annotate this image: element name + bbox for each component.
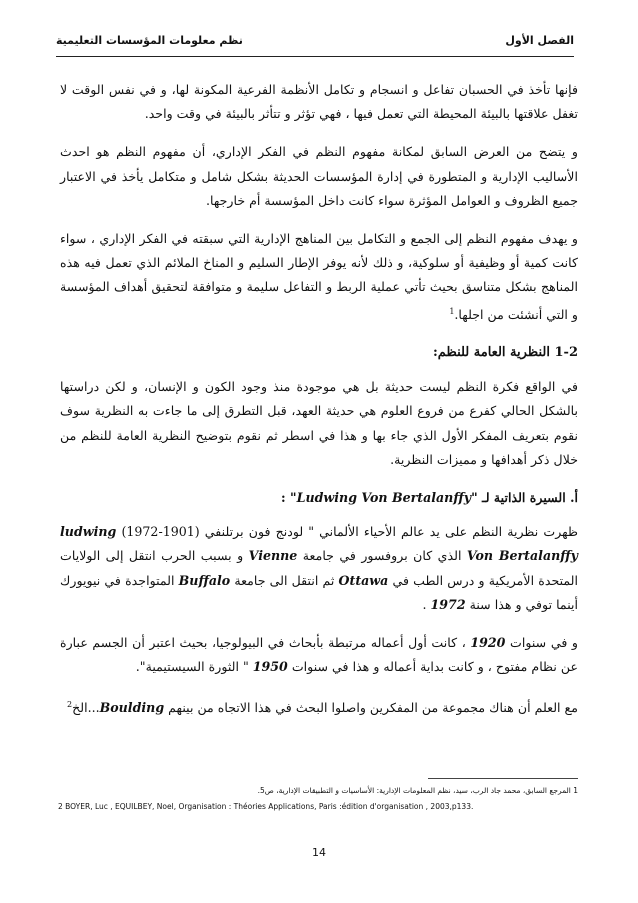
header-rule [56, 56, 574, 57]
paragraph-6 [60, 631, 578, 679]
p5-text-6: المتواجدة في نيويورك أينما توفي و هذا سنة [60, 572, 578, 612]
subheading-a-suffix: " : [281, 490, 297, 506]
p5-latin-5: Buffalo [178, 572, 231, 588]
paragraph-7 [60, 693, 578, 720]
paragraph-5 [60, 520, 578, 617]
p5-text-1: ظهرت نظرية النظم على يد عالم الأحياء الألماني " لودنج فون برتلنفي (1901-1972) [116, 524, 578, 540]
page-header [56, 34, 574, 50]
p6-text-3: " الثورة السيستيمية". [135, 659, 253, 675]
document-body [60, 78, 578, 735]
p5-text-4: و بسبب الحرب انتقل إلى الولايات المتحدة الأمريكية و درس الطب في [60, 548, 578, 588]
p7-latin: Boulding [99, 700, 165, 716]
p7-text-1: مع العلم أن هناك مجموعة من المفكرين واصلوا البحث في هذا الاتجاه من بينهم [164, 700, 578, 716]
p5-text-5: ثم انتقل الى جامعة [230, 572, 339, 588]
book-title: نظم معلومات المؤسسات التعليمية [56, 34, 243, 47]
p6-year-2: 1950 [252, 659, 288, 675]
subheading-a [60, 486, 578, 510]
paragraph-3-text: و يهدف مفهوم النظم إلى الجمع و التكامل بين المناهج الإدارية التي سبقته في الفكر الإداري ، سواء كانت كمية أو وظيفية أو سلوكية، و ذلك لأنه يوفر الإطار السليم و المناخ الملائم الذي تعمل فيه هذه المناهج بشكل متناسق بحيث تأتي عملية الربط و التفاعل سليمة و متوافقة لتحقيق أهداف المؤسسة و التي أنشئت من اجلها. [60, 231, 578, 322]
p5-text-3: الذي كان بروفسور في جامعة [297, 548, 467, 564]
p7-text-2: ...الخ [72, 700, 100, 716]
p6-year-1: 1920 [470, 635, 506, 651]
footnote-ref-1: 1 [449, 306, 455, 316]
paragraph-2: و يتضح من العرض السابق لمكانة مفهوم النظم في الفكر الإداري، أن مفهوم النظم هو احدث الأساليب الإدارية و المتطورة في إدارة المؤسسات الحديثة بشكل شامل و متكامل يأخذ في الاعتبار جميع الظروف و العوامل المؤثرة سواء كانت داخل المؤسسة أم خارجها. [60, 144, 578, 208]
p5-latin-3: Vienne [248, 548, 298, 564]
section-heading: 1-2 النظرية العامة للنظم: [432, 345, 578, 361]
chapter-title: الفصل الأول [505, 34, 574, 47]
p5-latin-2: Von Bertalanffy [466, 548, 578, 564]
page-number: 14 [312, 846, 326, 859]
p5-latin-4: Ottawa [338, 572, 389, 588]
p5-year: 1972 [430, 596, 466, 612]
p5-latin-1: ludwing [60, 524, 117, 540]
subheading-a-prefix: أ. السيرة الذاتية لـ " [471, 490, 578, 506]
footnote-rule [428, 778, 578, 779]
p5-text-7: . [422, 596, 431, 612]
subheading-a-name: Ludwing Von Bertalanffy [296, 490, 472, 506]
p6-text-1: و في سنوات [505, 635, 578, 651]
footnote-1: 1 المرجع السابق، محمد جاد الرب، سيد، نظم المعلومات الإدارية: الأساسيات و التطبيقات الإدارية، ص5. [257, 786, 578, 795]
p6-text-2: ، كانت أول أعماله مرتبطة بأبحاث في البيولوجيا، بحيث اعتبر أن الجسم عبارة عن نظام مفتوح ، و كانت بداية أعماله و هذا في سنوات [60, 635, 578, 675]
paragraph-3 [60, 227, 578, 327]
paragraph-1: فإنها تأخذ في الحسبان تفاعل و انسجام و تكامل الأنظمة الفرعية المكونة لها، و في نفس الوقت لا تغفل علاقتها بالبيئة المحيطة التي تعمل فيها ، فهي تؤثر و تتأثر بالبيئة في وقت واحد. [60, 82, 578, 122]
footnote-ref-2: 2 [67, 700, 73, 710]
footnote-2: 2 BOYER, Luc , EQUILBEY, Noel, Organisation : Théories Applications, Paris :édition d'organisation , 2003,p133. [58, 802, 474, 811]
paragraph-4: في الواقع فكرة النظم ليست حديثة بل هي موجودة منذ وجود الكون و الإنسان، و لكن دراستها بالشكل الحالي كفرع من فروع العلوم هي حديثة العهد، قبل التطرق إلى ما جاءت به النظرية سوف نقوم بتعريف المفكر الأول الذي جاء بها و هذا في اسطر ثم نقوم بتوضيح النظرية العامة للنظم من خلال ذكر أهدافها و مميزات النظرية. [60, 379, 578, 467]
